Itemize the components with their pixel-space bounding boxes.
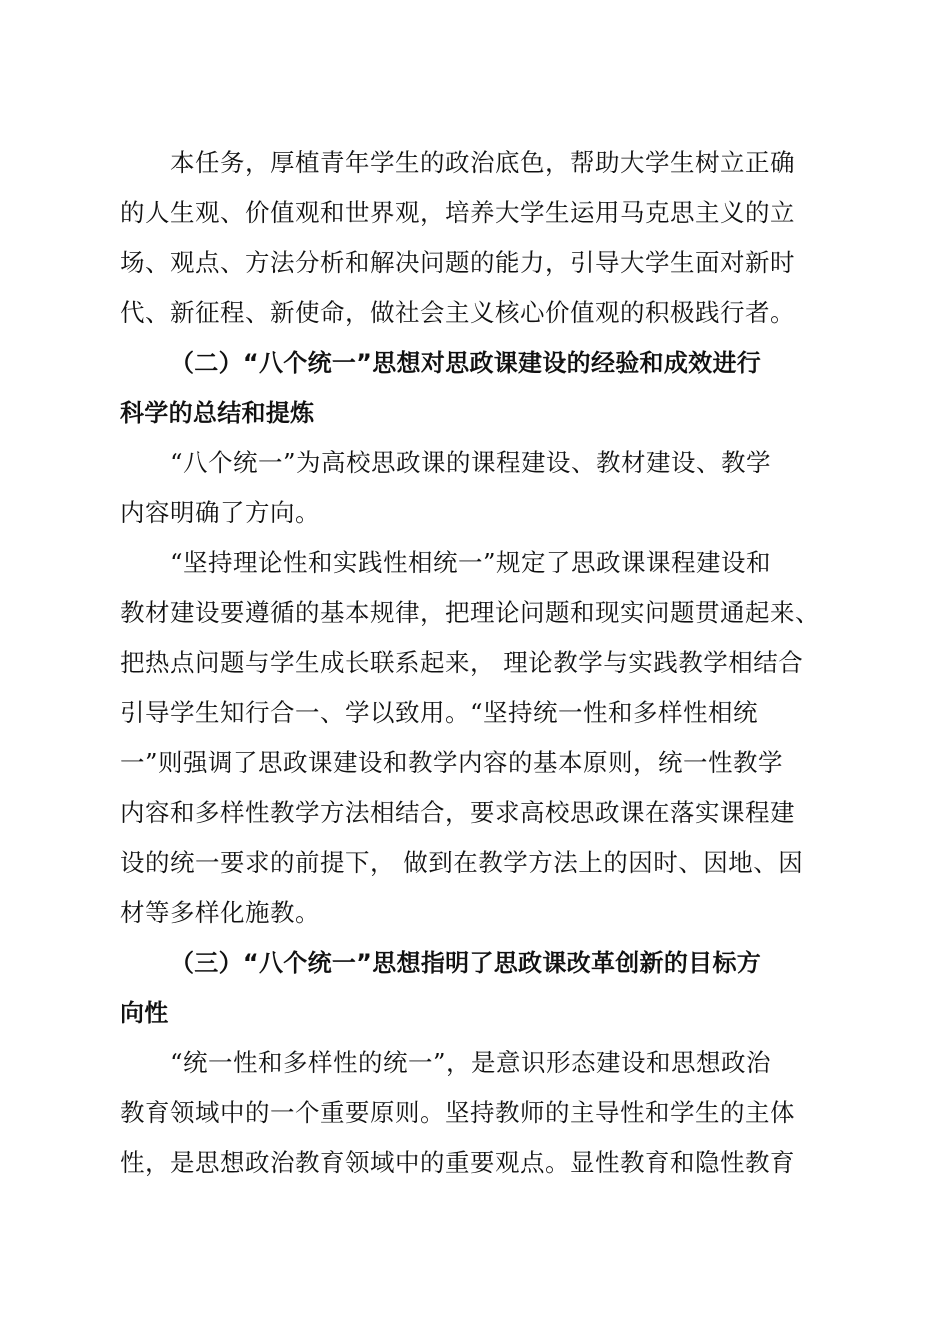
paragraph-line: 性，是思想政治教育领域中的重要观点。显性教育和隐性教育 [120,1148,795,1177]
paragraph-line: 一”则强调了思政课建设和教学内容的基本原则，统一性教学 [120,748,784,777]
paragraph-line: 代、新征程、新使命，做社会主义核心价值观的积极践行者。 [120,298,795,327]
paragraph-line: 教育领域中的一个重要原则。坚持教师的主导性和学生的主体 [120,1098,795,1127]
paragraph-line: 场、观点、方法分析和解决问题的能力，引导大学生面对新时 [120,248,795,277]
paragraph-line: “坚持理论性和实践性相统一”规定了思政课课程建设和 [170,548,772,577]
paragraph-line: 引导学生知行合一、学以致用。“坚持统一性和多样性相统 [120,698,759,727]
section-heading: 向性 [120,999,169,1027]
paragraph-line: 本任务，厚植青年学生的政治底色，帮助大学生树立正确 [170,148,795,177]
paragraph-line: 的人生观、价值观和世界观，培养大学生运用马克思主义的立 [120,198,795,227]
section-heading: 科学的总结和提炼 [120,399,315,427]
paragraph-line: 内容和多样性教学方法相结合，要求高校思政课在落实课程建 [120,798,795,827]
paragraph-line: 设的统一要求的前提下， 做到在教学方法上的因时、因地、因 [120,848,804,877]
paragraph-line: “统一性和多样性的统一”，是意识形态建设和思想政治 [170,1048,772,1077]
paragraph-line: 教材建设要遵循的基本规律，把理论问题和现实问题贯通起来、 [120,598,820,627]
paragraph-line: 材等多样化施教。 [120,898,320,927]
section-heading: （二）“八个统一”思想对思政课建设的经验和成效进行 [170,349,762,377]
paragraph-line: 把热点问题与学生成长联系起来， 理论教学与实践教学相结合 [120,648,804,677]
paragraph-line: 内容明确了方向。 [120,498,320,527]
paragraph-line: “八个统一”为高校思政课的课程建设、教材建设、教学 [170,448,772,477]
section-heading: （三）“八个统一”思想指明了思政课改革创新的目标方 [170,949,762,977]
